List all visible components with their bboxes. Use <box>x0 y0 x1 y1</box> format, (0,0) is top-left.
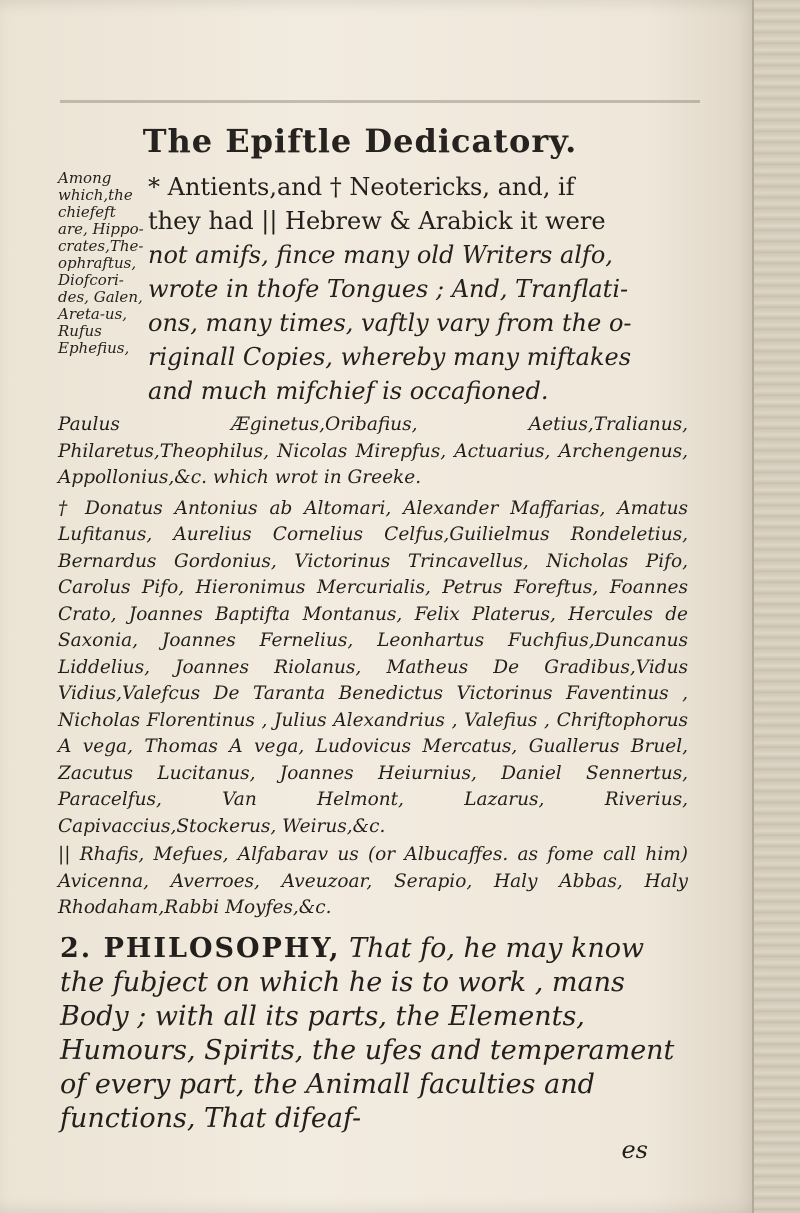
arabick-authors-note: || Rhafis, Mefues, Alfabarav us (or Albucaffes. as fome call him) Avicenna, Averroes, Aveuzoar, Serapio, Haly Abbas, Haly Rhodaham,Rabbi Moyfes,&c. <box>58 844 688 918</box>
line-5: ons, many times, vaftly vary from the o- <box>148 309 632 337</box>
adjacent-page-edge <box>752 0 800 1213</box>
page-header: The Epiftle Dedicatory. <box>142 122 578 160</box>
line-2: they had || Hebrew & Arabick it were <box>148 207 606 235</box>
section-heading: 2. PHILOSOPHY, <box>60 932 341 964</box>
line-1: * Antients,and † Neotericks, and, if <box>148 173 575 201</box>
line-6: riginall Copies, whereby many miftakes <box>148 343 632 371</box>
opening-row <box>58 170 688 408</box>
line-3: not amifs, fince many old Writers alfo, <box>148 241 613 269</box>
line-4: wrote in thofe Tongues ; And, Tranflati- <box>148 275 629 303</box>
margin-note-greek-authors: Among which,the chiefeft are, Hippo-crates,The-ophraftus, Diofcori-des, Galen, Areta-us, Rufus Ephefius, <box>58 169 144 357</box>
neoterick-authors-note: † Donatus Antonius ab Altomari, Alexander Maffarias, Amatus Lufitanus, Aurelius Cornelius Celfus,Guilielmus Rondeletius, Bernardus Gordonius, Victorinus Trincavellus, Nicholas Pifo, Carolus Pifo, Hieronimus Mercurialis, Petrus Foreftus, Foannes Crato, Joannes Baptifta Montanus, Felix Platerus, Hercules de Saxonia, Joannes Fernelius, Leonhartus Fuchfius,Duncanus Liddelius, Joannes Riolanus, Matheus De Gradibus,Vidus Vidius,Valefcus De Taranta Benedictus Victorinus Faventinus , Nicholas Florentinus , Julius Alexandrius , Valefius , Chriftophorus A vega, Thomas A vega, Ludovicus Mercatus, Guallerus Bruel, Zacutus Lucitanus, Joannes Heiurnius, Daniel Sennertus, Paracelfus, Van Helmont, Lazarus, Riverius, Capivaccius,Stockerus, Weirus,&c. <box>58 497 688 837</box>
line-7: and much mifchief is occafioned. <box>148 377 549 405</box>
opening-paragraph <box>148 170 632 408</box>
greek-authors-note: Paulus Æginetus,Oribafius, Aetius,Tralianus, Philaretus,Theophilus, Nicolas Mirepfus, Actuarius, Archengenus, Appollonius,&c. which wrot in Greeke. <box>58 414 688 488</box>
section-text: That fo, he may know the fubject on which he is to work , mans Body ; with all its parts, the Elements, Humours, Spirits, the ufes and temperament of every part, the Animall faculties and functions, That difeaf- <box>60 932 675 1134</box>
top-rule <box>60 100 700 103</box>
catchword: es <box>621 1135 648 1164</box>
section-philosophy <box>58 932 688 1136</box>
text-block <box>58 170 688 1164</box>
